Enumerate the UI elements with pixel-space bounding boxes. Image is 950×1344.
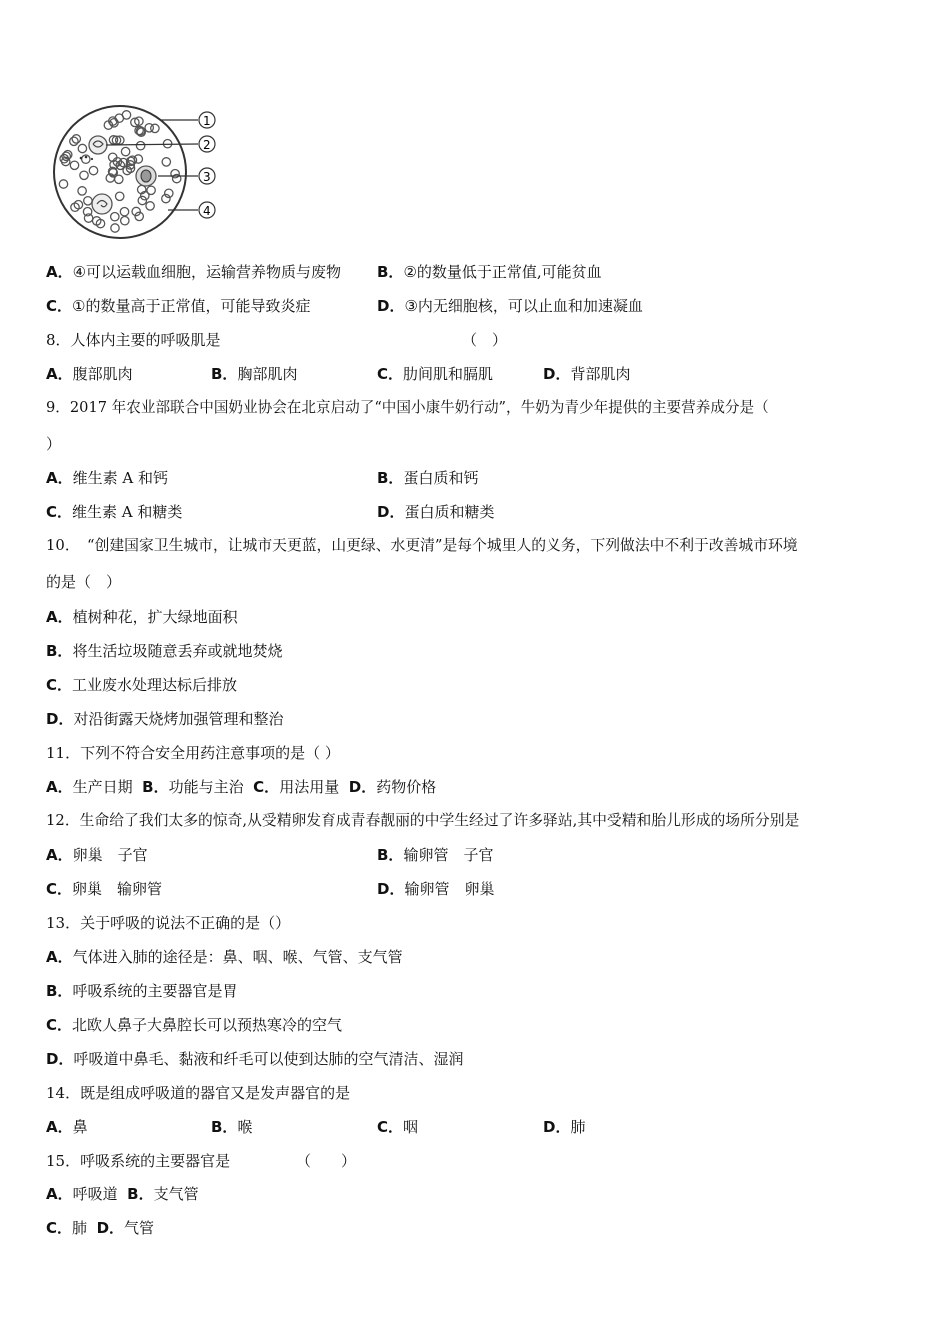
q15-options-line2	[46, 1218, 154, 1238]
q11-option-d[interactable]: D．药物价格	[348, 778, 437, 796]
q10-option-d[interactable]: D．对沿街露天烧烤加强管理和整治	[46, 710, 284, 728]
q15-answer-paren: （ ）	[296, 1152, 357, 1170]
q13-option-d[interactable]: D．呼吸道中鼻毛、黏液和纤毛可以使到达肺的空气清洁、湿润	[46, 1050, 464, 1068]
q15-stem: 15．呼吸系统的主要器官是	[46, 1152, 231, 1170]
q12-stem: 12．生命给了我们太多的惊奇,从受精卵发育成青春靓丽的中学生经过了许多驿站,其中受精和胎儿形成的场所分别是	[46, 812, 800, 829]
white-blood-cell	[89, 136, 107, 154]
q10-option-c[interactable]: C．工业废水处理达标后排放	[46, 676, 238, 694]
q14-stem: 14．既是组成呼吸道的器官又是发声器官的是	[46, 1084, 351, 1102]
q13-option-a[interactable]: A．气体进入肺的途径是：鼻、咽、喉、气管、支气管	[46, 948, 403, 966]
q9-stem-line1: 9．2017 年农业部联合中国奶业协会在北京启动了“中国小康牛奶行动”，牛奶为青少年提供的主要营养成分是（	[46, 399, 769, 416]
q8-option-c[interactable]: C．肋间肌和膈肌	[377, 365, 494, 383]
q9-option-b[interactable]: B．蛋白质和钙	[377, 469, 479, 487]
q15-option-d[interactable]: D．气管	[96, 1219, 155, 1237]
q11-options	[46, 777, 436, 797]
q14-option-b[interactable]: B．喉	[211, 1118, 253, 1136]
q7-option-b[interactable]: B．②的数量低于正常值,可能贫血	[377, 263, 602, 281]
q12-option-b[interactable]: B．输卵管 子官	[377, 846, 494, 864]
q10-stem-line2: 的是（ ）	[46, 573, 122, 591]
q9-option-d[interactable]: D．蛋白质和糖类	[377, 503, 495, 521]
platelet	[85, 156, 88, 159]
q8-stem: 8．人体内主要的呼吸肌是	[46, 331, 221, 349]
q12-option-c[interactable]: C．卵巢 输卵管	[46, 880, 163, 898]
platelet	[80, 157, 83, 160]
q11-stem: 11．下列不符合安全用药注意事项的是（ ）	[46, 744, 340, 762]
figure-label-4: 4	[203, 204, 211, 218]
q13-stem: 13．关于呼吸的说法不正确的是（）	[46, 914, 291, 932]
q7-option-c[interactable]: C．①的数量高于正常值，可能导致炎症	[46, 297, 311, 315]
q15-option-c[interactable]: C．肺	[46, 1219, 88, 1237]
q10-option-b[interactable]: B．将生活垃圾随意丢弃或就地焚烧	[46, 642, 283, 660]
figure-label-2: 2	[203, 138, 211, 152]
q13-option-b[interactable]: B．呼吸系统的主要器官是胃	[46, 982, 238, 1000]
q12-option-a[interactable]: A．卵巢 子官	[46, 846, 148, 864]
q9-stem-line2: ）	[46, 435, 62, 453]
blood-smear-figure	[48, 100, 228, 250]
q14-option-d[interactable]: D．肺	[543, 1118, 586, 1136]
q14-option-a[interactable]: A．鼻	[46, 1118, 88, 1136]
q10-option-a[interactable]: A．植树种花，扩大绿地面积	[46, 608, 238, 626]
q9-option-c[interactable]: C．维生素 A 和糖类	[46, 503, 183, 521]
q11-option-a[interactable]: A．生产日期	[46, 778, 133, 796]
q12-option-d[interactable]: D．输卵管 卵巢	[377, 880, 495, 898]
q15-option-a[interactable]: A．呼吸道	[46, 1185, 118, 1203]
q15-options-line1	[46, 1184, 199, 1204]
smear-circle	[54, 106, 186, 238]
q8-option-b[interactable]: B．胸部肌肉	[211, 365, 298, 383]
q7-option-a[interactable]: A．④可以运载血细胞，运输营养物质与废物	[46, 263, 342, 281]
q11-option-b[interactable]: B．功能与主治	[142, 778, 244, 796]
q9-option-a[interactable]: A．维生素 A 和钙	[46, 469, 168, 487]
figure-label-3: 3	[203, 170, 211, 184]
figure-label-1: 1	[203, 114, 211, 128]
platelet	[91, 158, 93, 160]
q10-stem-line1: 10． “创建国家卫生城市，让城市天更蓝，山更绿、水更清”是每个城里人的义务，下列做法中不利于改善城市环境	[46, 537, 798, 554]
q11-option-c[interactable]: C．用法用量	[253, 778, 340, 796]
q8-option-d[interactable]: D．背部肌肉	[543, 365, 631, 383]
q15-option-b[interactable]: B．支气管	[127, 1185, 199, 1203]
q13-option-c[interactable]: C．北欧人鼻子大鼻腔长可以预热寒冷的空气	[46, 1016, 343, 1034]
q8-answer-paren: （ ）	[462, 331, 508, 349]
q7-option-d[interactable]: D．③内无细胞核，可以止血和加速凝血	[377, 297, 643, 315]
q14-option-c[interactable]: C．咽	[377, 1118, 419, 1136]
q8-option-a[interactable]: A．腹部肌肉	[46, 365, 133, 383]
white-blood-cell	[92, 194, 112, 214]
